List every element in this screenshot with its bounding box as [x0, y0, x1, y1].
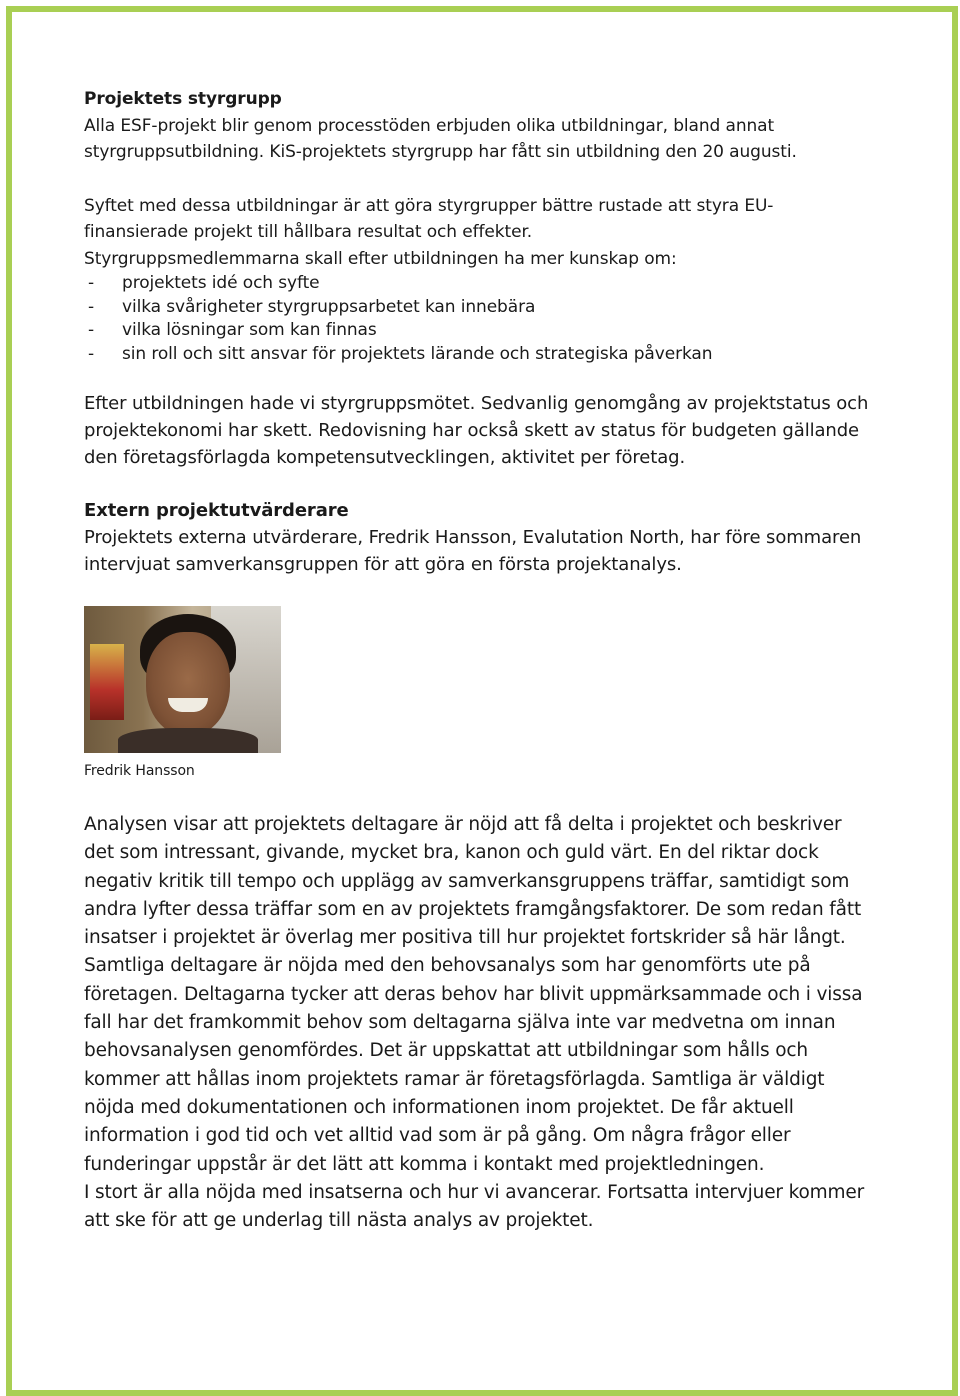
paragraph-esf-utbildningar: Alla ESF-projekt blir genom processtöden erbjuden olika utbildningar, bland annat styrgruppsutbildning. KiS-projektets styrgrupp har fått sin utbildning den 20 augusti.	[84, 115, 797, 162]
list-item: - vilka svårigheter styrgruppsarbetet kan innebära	[84, 296, 874, 320]
section-styrgrupp	[84, 86, 874, 366]
knowledge-list	[84, 272, 874, 366]
section-utvarderare	[84, 497, 874, 578]
paragraph-utvarderare: Projektets externa utvärderare, Fredrik Hansson, Evalutation North, har före sommaren intervjuat samverkansgruppen för att göra en första projektanalys.	[84, 527, 862, 575]
heading-styrgrupp: Projektets styrgrupp	[84, 89, 282, 109]
paragraph-syfte: Syftet med dessa utbildningar är att göra styrgrupper bättre rustade att styra EU-finansierade projekt till hållbara resultat och effekter.	[84, 195, 774, 242]
portrait-figure	[84, 606, 874, 779]
list-dash: -	[88, 296, 95, 317]
paragraph-kunskap-intro: Styrgruppsmedlemmarna skall efter utbildningen ha mer kunskap om:	[84, 248, 677, 269]
paragraph-sammanfattning: I stort är alla nöjda med insatserna och hur vi avancerar. Fortsatta intervjuer kommer att ske för att ge underlag till nästa analys av projektet.	[84, 1181, 865, 1232]
paragraph-analys: Analysen visar att projektets deltagare är nöjd att få delta i projektet och beskriver det som intressant, givande, mycket bra, kanon och guld värt. En del riktar dock negativ kritik till tempo och upplägg av samverkansgruppens träffar, samtidigt som andra lyfter dessa träffar som en av projektets framgångsfaktorer. De som redan fått insatser i projektet är överlag mer positiva till hur projektet fortskrider så här långt. Samtliga deltagare är nöjda med den behovsanalys som har genomförts ute på företagen. Deltagarna tycker att deras behov har blivit uppmärksammade och i vissa fall har det framkommit behov som deltagarna själva inte var medvetna om innan behovsanalysen genomfördes. Det är uppskattat att utbildningar som hålls och kommer att hållas inom projektets ramar är företagsförlagda. Samtliga är väldigt nöjda med dokumentationen och informationen inom projektet. De får aktuell information i god tid och vet alltid vad som är på gång. Om några frågor eller funderingar uppstår är det lätt att komma i kontakt med projektledningen.	[84, 814, 863, 1175]
list-item: - vilka lösningar som kan finnas	[84, 319, 874, 343]
list-dash: -	[88, 273, 95, 293]
list-dash: -	[88, 320, 95, 340]
heading-utvarderare: Extern projektutvärderare	[84, 500, 349, 521]
paragraph-styrgruppsmote: Efter utbildningen hade vi styrgruppsmötet. Sedvanlig genomgång av projektstatus och projektekonomi har skett. Redovisning har också skett av status för budgeten gällande den företagsförlagda kompetensutvecklingen, aktivitet per företag.	[84, 393, 869, 468]
portrait-photo	[84, 606, 281, 753]
list-dash: -	[88, 343, 95, 364]
document-body	[84, 86, 874, 1235]
photo-caption: Fredrik Hansson	[84, 763, 195, 779]
list-item: - projektets idé och syfte	[84, 272, 874, 296]
section-analys	[84, 811, 874, 1235]
list-item: - sin roll och sitt ansvar för projektets lärande och strategiska påverkan	[84, 343, 874, 367]
